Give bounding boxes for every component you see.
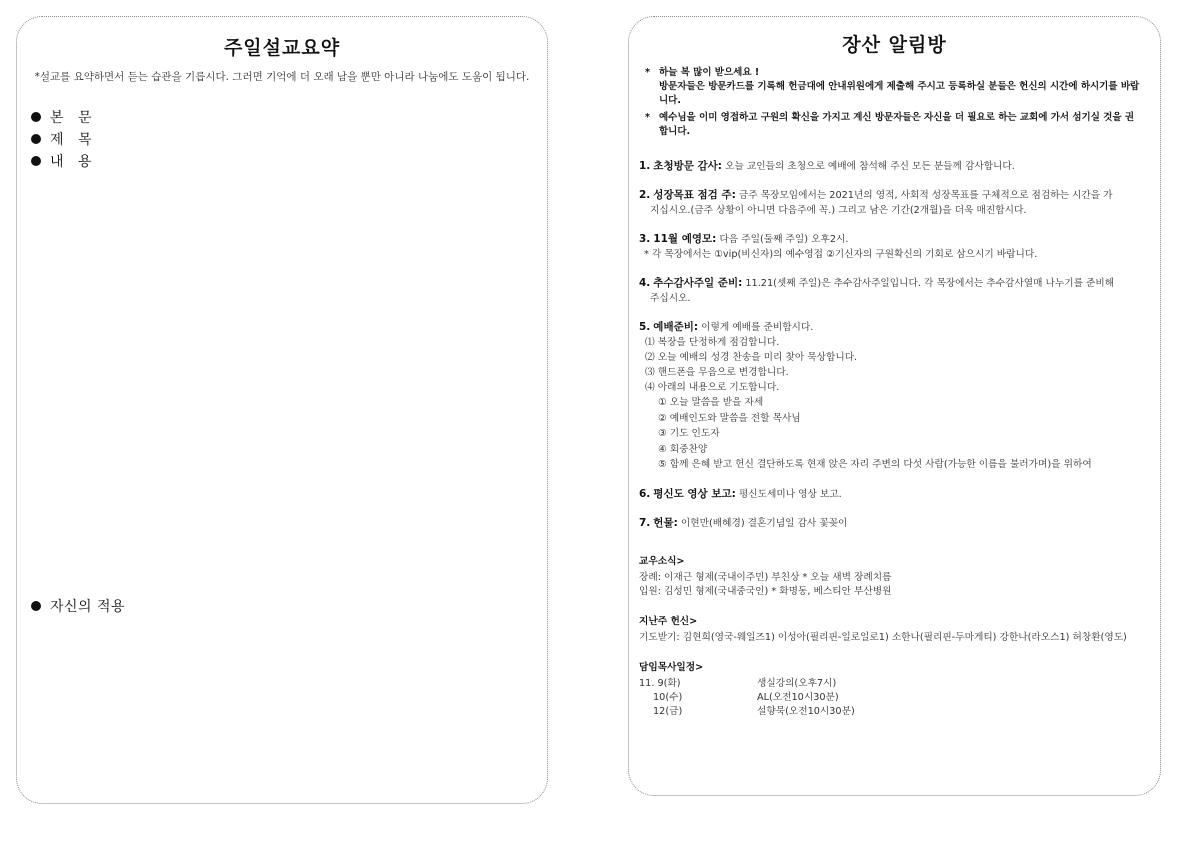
announcement-text: 이현만(배혜경) 결혼기념일 감사 꽃꽂이	[680, 517, 848, 529]
welcome-line-3: * 예수님을 이미 영접하고 구원의 확신을 가지고 계신 방문자들은 자신을 더 필요로 하는 교회에 가서 섬기실 것을 권합니다.	[645, 112, 1135, 137]
announcement-item-5: 5. 예배준비: 이렇게 예배를 준비합시다. ⑴ 복장을 단정하게 점검합니다. ⑵ 오늘 예배의 성경 찬송을 미리 찾아 묵상합니다. ⑶ 핸드폰을 무음으로 변경합니다. ⑷ 아래의 내용으로 기도합니다. ① 오늘 말씀을 받을 자세 ② 예배인도와 말씀을 전할 목사님 ③ 기도 인도자 ④ 회중찬양 ⑤ 함께 은혜 받고 헌신 결단하도록 현재 앉은 자리 주변의 다섯 사람(가능한 이름을 불러가며)을 위하여	[639, 320, 1150, 473]
announcement-text: 오늘 교인들의 초청으로 예배에 참석해 주신 모든 분들께 감사합니다.	[725, 161, 1015, 172]
announcement-label: 초청방문 감사:	[653, 160, 723, 172]
announcement-text: 11.21(셋째 주일)은 추수감사주일입니다. 각 목장에서는 추수감사열매 나누기를 준비해	[745, 278, 1115, 289]
prayer-topic: ④ 회중찬양	[658, 443, 708, 455]
field-sermon-title-label: 제 목	[50, 132, 97, 148]
field-sermon-title	[31, 128, 547, 150]
schedule-row	[639, 705, 1150, 719]
schedule-date: 10(수)	[653, 691, 683, 703]
schedule-date: 12(금)	[653, 705, 683, 717]
announcement-label: 헌물:	[653, 516, 678, 529]
asterisk-icon: *	[645, 67, 650, 78]
member-news-line: 입원: 김성민 형제(국내중국인) * 화명동, 베스티안 부산병원	[639, 585, 892, 597]
bullet-dot-icon	[31, 601, 41, 611]
asterisk-icon: *	[645, 112, 650, 123]
welcome-line-2: 방문자들은 방문카드를 기록해 헌금대에 안내위원에게 제출해 주시고 등록하실 분들은 헌신의 시간에 하시기를 바랍니다.	[659, 81, 1140, 106]
member-news-title: 교우소식>	[639, 555, 685, 567]
schedule-event: AL(오전10시30분)	[757, 691, 839, 703]
welcome-message	[645, 66, 1140, 139]
sermon-summary-title: 주일설교요약	[223, 37, 341, 59]
announcement-text-cont: 지십시오.(금주 상황이 아니면 다음주에 꼭.) 그리고 남은 기간(2개월)을 더욱 매진합시다.	[650, 205, 1027, 216]
worship-prep-step: ⑷ 아래의 내용으로 기도합니다.	[645, 382, 780, 393]
welcome-line-1: * 하늘 복 많이 받으세요 !	[645, 67, 760, 78]
schedule-event: 생실강의(오후7시)	[757, 677, 837, 689]
sermon-summary-panel	[16, 16, 548, 804]
announcement-item-2: 2. 성장목표 점검 주: 금주 목장모임에서는 2021년의 영적, 사회적 성장목표를 구체적으로 점검하는 시간을 가 지십시오.(금주 상황이 아니면 다음주에 꼭.) 그리고 남은 기간(2개월)을 더욱 매진합시다.	[639, 188, 1150, 218]
last-week-offering-title: 지난주 헌신>	[639, 615, 698, 627]
schedule-row	[639, 691, 1150, 705]
announcement-text: 이렇게 예배를 준비합시다.	[701, 322, 814, 333]
announcement-label: 11월 예영모:	[653, 233, 717, 245]
announcement-label: 추수감사주일 준비:	[653, 277, 743, 289]
bullet-dot-icon	[31, 112, 41, 122]
field-application	[31, 595, 125, 617]
announcement-text: 평신도세미나 영상 보고.	[738, 488, 842, 500]
announcement-text: 금주 목장모임에서는 2021년의 영적, 사회적 성장목표를 구체적으로 점검하는 시간을 가	[738, 190, 1113, 201]
pastor-schedule-section	[639, 661, 1150, 719]
field-scripture	[31, 106, 547, 128]
announcement-text-cont: 주십시오.	[650, 293, 691, 304]
prayer-topic: ③ 기도 인도자	[658, 428, 720, 439]
schedule-row	[639, 677, 1150, 691]
bullet-dot-icon	[31, 156, 41, 166]
announcement-item-7: 7. 헌물: 이현만(배혜경) 결혼기념일 감사 꽃꽂이	[639, 516, 848, 529]
announcement-text: 다음 주일(둘째 주일) 오후2시.	[719, 234, 849, 245]
announcement-label: 예배준비:	[653, 321, 699, 333]
prayer-topic: ② 예배인도와 말씀을 전할 목사님	[658, 412, 801, 424]
member-news-section	[639, 555, 1150, 599]
announcement-label: 평신도 영상 보고:	[653, 487, 736, 500]
field-content	[31, 150, 547, 172]
announcement-list	[639, 159, 1150, 531]
announcement-item-6: 6. 평신도 영상 보고: 평신도세미나 영상 보고.	[639, 487, 842, 500]
last-week-offering-section	[639, 615, 1150, 645]
announcement-item-3: 3. 11월 예영모: 다음 주일(둘째 주일) 오후2시. * 각 목장에서는 ①vip(비신자)의 예수영접 ②기신자의 구원확신의 기회로 삼으시기 바랍니다.	[639, 232, 1150, 262]
announcement-item-4: 4. 추수감사주일 준비: 11.21(셋째 주일)은 추수감사주일입니다. 각 목장에서는 추수감사열매 나누기를 준비해 주십시오.	[639, 276, 1150, 306]
sermon-summary-note: *설교를 요약하면서 듣는 습관을 기릅시다. 그러면 기억에 더 오래 남을 뿐만 아니라 나눔에도 도움이 됩니다.	[34, 71, 530, 83]
announcement-note: * 각 목장에서는 ①vip(비신자)의 예수영접 ②기신자의 구원확신의 기회로 삼으시기 바랍니다.	[644, 249, 1038, 260]
schedule-event: 설향묵(오전10시30분)	[757, 705, 855, 717]
announcements-panel	[628, 16, 1161, 796]
field-scripture-label: 본 문	[50, 110, 97, 126]
pastor-schedule-title: 담임목사일정>	[639, 661, 704, 673]
prayer-topic: ⑤ 함께 은혜 받고 헌신 결단하도록 현재 앉은 자리 주변의 다섯 사람(가능한 이름을 불러가며)을 위하여	[658, 459, 1092, 470]
member-news-line: 장례: 이재근 형제(국내이주민) 부친상 * 오늘 새벽 장례치름	[639, 571, 892, 583]
announcement-item-1: 1. 초청방문 감사: 오늘 교인들의 초청으로 예배에 참석해 주신 모든 분들께 감사합니다.	[639, 160, 1015, 172]
worship-prep-step: ⑴ 복장을 단정하게 점검합니다.	[645, 337, 780, 348]
field-content-label: 내 용	[50, 154, 97, 170]
worship-prep-step: ⑵ 오늘 예배의 성경 찬송을 미리 찾아 묵상합니다.	[645, 352, 858, 363]
worship-prep-step: ⑶ 핸드폰을 무음으로 변경합니다.	[645, 367, 789, 378]
bullet-dot-icon	[31, 134, 41, 144]
last-week-offering-line: 기도받기: 김현희(영국-웨일즈1) 이성아(필리핀-일로일로1) 소한나(필리핀-두마게티) 강한나(라오스1) 허창환(영도)	[639, 631, 1127, 643]
prayer-topic: ① 오늘 말씀을 받을 자세	[658, 397, 764, 408]
announcements-title: 장산 알림방	[842, 34, 947, 56]
sermon-summary-fields	[31, 106, 547, 172]
field-application-label: 자신의 적용	[50, 599, 126, 615]
schedule-date: 11. 9(화)	[639, 677, 681, 689]
announcement-label: 성장목표 점검 주:	[653, 189, 736, 201]
